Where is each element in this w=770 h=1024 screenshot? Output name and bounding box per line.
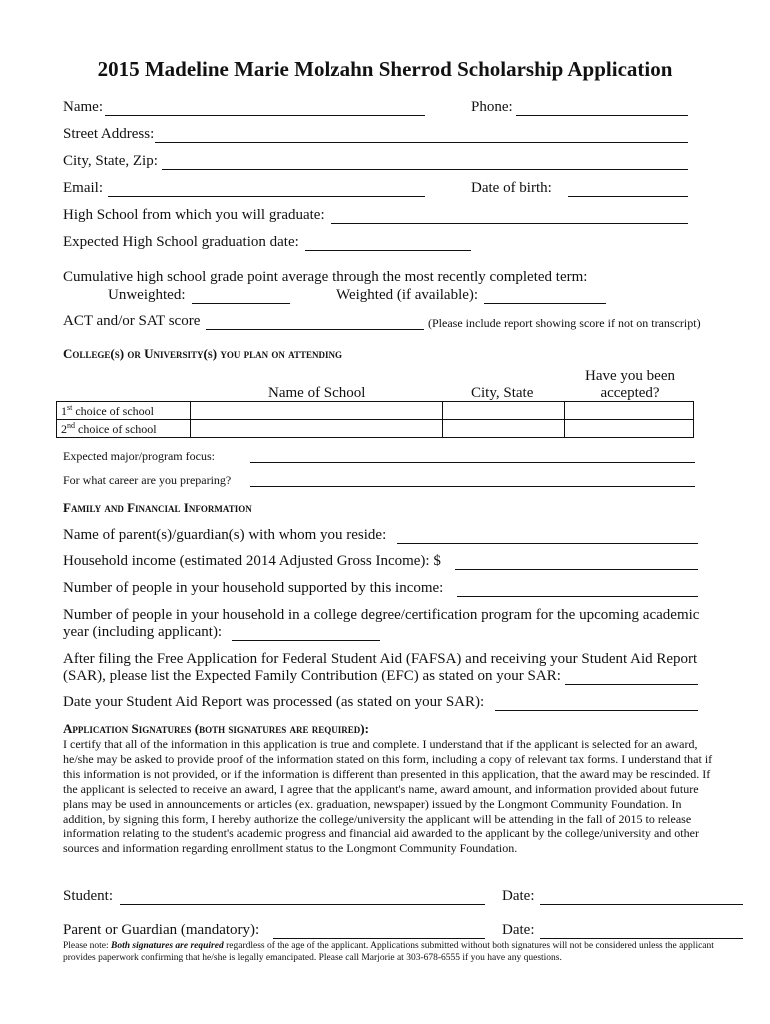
- weighted-label: Weighted (if available):: [336, 287, 479, 303]
- parent-date-label: Date:: [502, 922, 535, 938]
- table-row: [57, 402, 694, 420]
- first-choice-label: 1st choice of school: [57, 402, 191, 420]
- certification-paragraph: I certify that all of the information in this application is true and complete. I understand that if the applicant is selected for an award, he/she may be asked to provide proof of the information stated on this form, including a copy of relevant tax forms. I understand that if this information is not provided, or if the information is different than presented in this application, that the award may be rescinded. If the applicant is selected to receive an award, I agree that the applicant's name, award amount, and information provided about future plans may be used in announcements or articles (ex. graduation, newspaper) issued by the Longmont Community Foundation. In addition, by signing this form, I hereby authorize the college/university the applicant will be attending in the fall of 2015 to release information relating to the student's academic progress and financial aid awarded to the applicant by the college/university and other sources and information regarding enrollment status to the Longmont Community Foundation.: [63, 737, 713, 856]
- sar-date-underline: [495, 710, 698, 711]
- parent-date-line: [540, 938, 743, 939]
- major-field[interactable]: [251, 446, 694, 462]
- second-choice-city-cell[interactable]: [443, 420, 565, 438]
- major-label: Expected major/program focus:: [63, 449, 215, 463]
- name-field[interactable]: [106, 99, 424, 115]
- parent-signature-line: [273, 938, 485, 939]
- high-school-field[interactable]: [332, 207, 687, 223]
- email-label: Email:: [63, 180, 103, 196]
- act-sat-note: (Please include report showing score if not on transcript): [428, 316, 701, 330]
- parent-signature-label: Parent or Guardian (mandatory):: [63, 922, 260, 938]
- first-choice-city-cell[interactable]: [443, 402, 565, 420]
- family-section-heading: Family and Financial Information: [63, 500, 252, 515]
- second-choice-accepted-cell[interactable]: [565, 420, 694, 438]
- phone-field[interactable]: [517, 99, 687, 115]
- email-underline: [108, 196, 425, 197]
- date-of-birth-field[interactable]: [569, 180, 687, 196]
- income-label: Household income (estimated 2014 Adjusted Gross Income): $: [63, 553, 441, 569]
- parent-date-field[interactable]: [541, 922, 742, 938]
- email-field[interactable]: [109, 180, 424, 196]
- student-signature-field[interactable]: [121, 888, 484, 904]
- street-address-field[interactable]: [156, 126, 687, 142]
- weighted-underline: [484, 303, 606, 304]
- student-signature-label: Student:: [63, 888, 114, 904]
- parents-field[interactable]: [398, 527, 697, 543]
- college-count-label-line2: year (including applicant):: [63, 624, 223, 640]
- parent-signature-field[interactable]: [274, 922, 484, 938]
- career-underline: [250, 486, 695, 487]
- phone-label: Phone:: [471, 99, 513, 115]
- income-underline: [455, 569, 698, 570]
- name-underline: [105, 115, 425, 116]
- sar-date-label: Date your Student Aid Report was processed (as stated on your SAR):: [63, 694, 485, 710]
- unweighted-label: Unweighted:: [108, 287, 186, 303]
- efc-field[interactable]: [566, 668, 697, 684]
- high-school-label: High School from which you will graduate:: [63, 207, 325, 223]
- name-label: Name:: [63, 99, 103, 115]
- gpa-intro: Cumulative high school grade point average through the most recently completed term:: [63, 269, 588, 285]
- college-section-heading: College(s) or University(s) you plan on attending: [63, 346, 342, 361]
- student-date-line: [540, 904, 743, 905]
- accepted-header-line2: accepted?: [600, 385, 660, 401]
- act-sat-underline: [206, 329, 424, 330]
- sar-date-field[interactable]: [496, 694, 697, 710]
- income-field[interactable]: [456, 553, 697, 569]
- street-address-label: Street Address:: [63, 126, 155, 142]
- form-title: 2015 Madeline Marie Molzahn Sherrod Scholarship Application: [97, 57, 673, 81]
- city-state-zip-field[interactable]: [163, 153, 687, 169]
- career-field[interactable]: [251, 470, 694, 486]
- act-sat-field[interactable]: [207, 313, 423, 329]
- city-state-zip-underline: [162, 169, 688, 170]
- efc-underline: [565, 684, 698, 685]
- phone-underline: [516, 115, 688, 116]
- city-state-zip-label: City, State, Zip:: [63, 153, 158, 169]
- college-count-field[interactable]: [233, 624, 379, 640]
- household-underline: [457, 596, 698, 597]
- name-of-school-header: Name of School: [268, 385, 366, 401]
- household-label: Number of people in your household supported by this income:: [63, 580, 444, 596]
- signature-note: Please note: Both signatures are required regardless of the age of the applicant. Applications submitted without both signatures will not be considered unless the applicant provides paperwork confirming that he/she is legally emancipated. Please call Marjorie at 303-678-6555 if you have any questions.: [63, 941, 714, 963]
- graduation-date-field[interactable]: [306, 234, 470, 250]
- table-row: [57, 420, 694, 438]
- city-state-header: City, State: [471, 385, 534, 401]
- major-underline: [250, 462, 695, 463]
- fafsa-label-line1: After filing the Free Application for Federal Student Aid (FAFSA) and receiving your Student Aid Report: [63, 651, 698, 667]
- second-choice-label: 2nd choice of school: [57, 420, 191, 438]
- second-choice-school-cell[interactable]: [191, 420, 443, 438]
- street-address-underline: [155, 142, 688, 143]
- fafsa-label-line2: (SAR), please list the Expected Family Contribution (EFC) as stated on your SAR:: [63, 668, 561, 684]
- household-field[interactable]: [458, 580, 697, 596]
- high-school-underline: [331, 223, 688, 224]
- student-date-field[interactable]: [541, 888, 742, 904]
- parents-label: Name of parent(s)/guardian(s) with whom you reside:: [63, 527, 387, 543]
- graduation-date-label: Expected High School graduation date:: [63, 234, 299, 250]
- accepted-header-line1: Have you been: [585, 368, 675, 384]
- first-choice-school-cell[interactable]: [191, 402, 443, 420]
- date-of-birth-underline: [568, 196, 688, 197]
- unweighted-gpa-field[interactable]: [193, 287, 289, 303]
- student-signature-line: [120, 904, 485, 905]
- career-label: For what career are you preparing?: [63, 473, 232, 487]
- weighted-gpa-field[interactable]: [485, 287, 605, 303]
- date-of-birth-label: Date of birth:: [471, 180, 552, 196]
- college-count-underline: [232, 640, 380, 641]
- graduation-date-underline: [305, 250, 471, 251]
- colleges-table: [56, 401, 694, 438]
- first-choice-accepted-cell[interactable]: [565, 402, 694, 420]
- signatures-section-heading: Application Signatures (both signatures are required):: [63, 721, 369, 736]
- parents-underline: [397, 543, 698, 544]
- student-date-label: Date:: [502, 888, 535, 904]
- unweighted-underline: [192, 303, 290, 304]
- college-count-label-line1: Number of people in your household in a college degree/certification program for the upcoming academic: [63, 607, 700, 623]
- act-sat-label: ACT and/or SAT score: [63, 313, 201, 329]
